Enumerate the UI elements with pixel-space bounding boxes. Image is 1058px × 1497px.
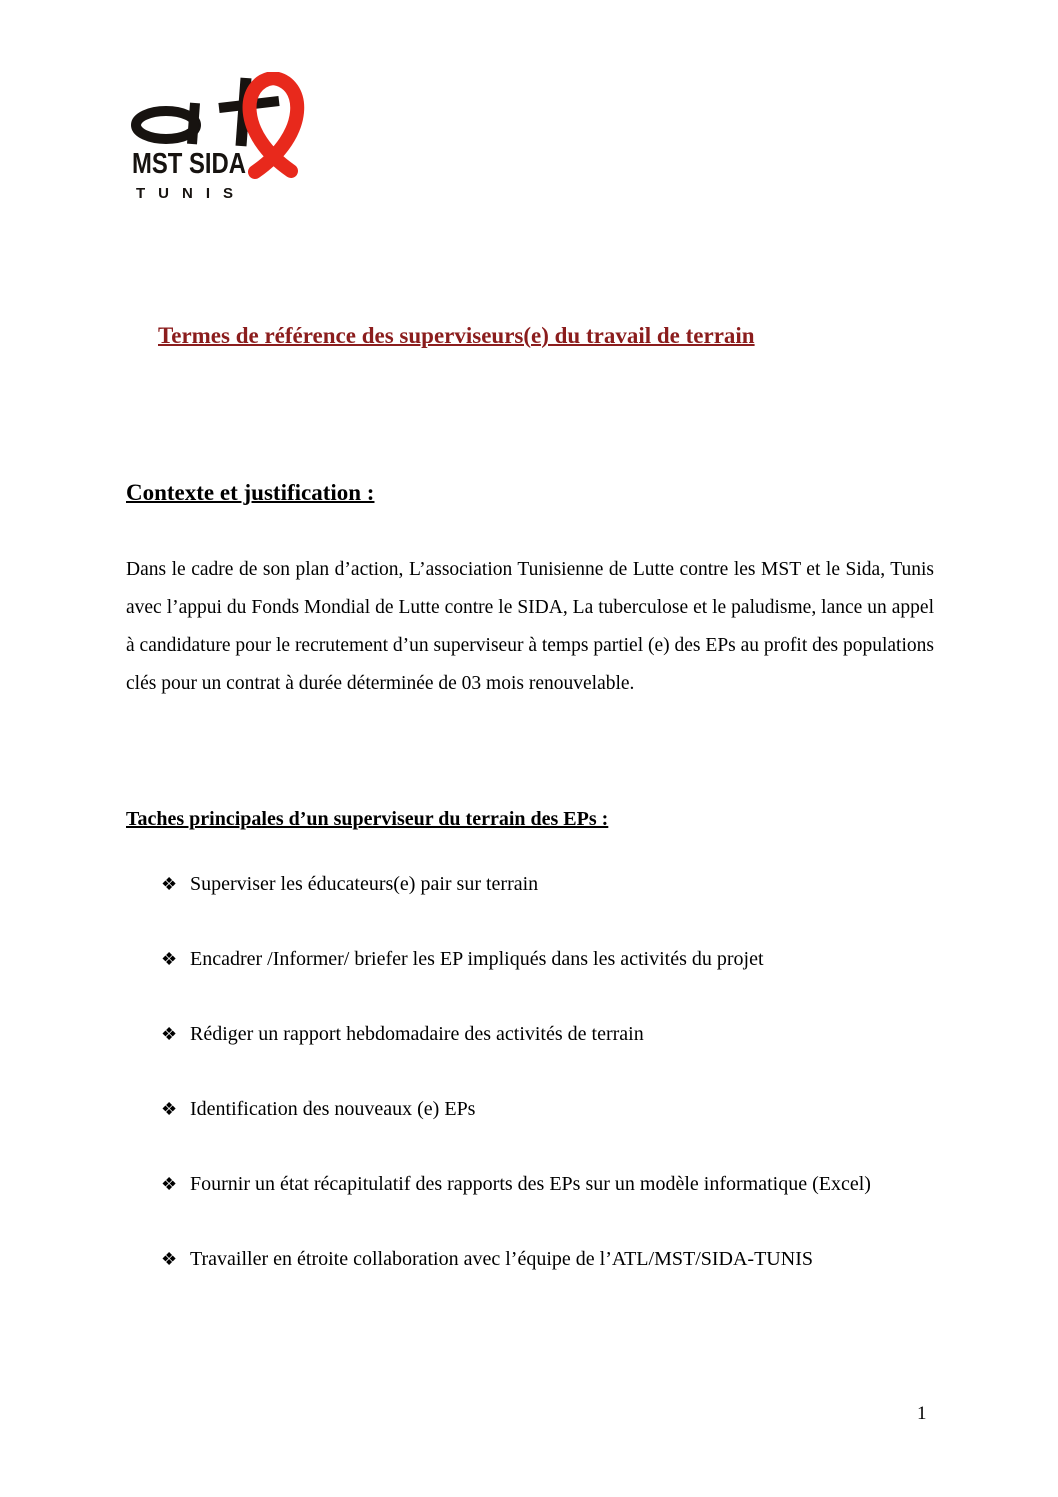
context-paragraph: Dans le cadre de son plan d’action, L’association Tunisienne de Lutte contre les MST et le Sida, Tunis avec l’appui du Fonds Mondial de Lutte contre le SIDA, La tuberculose et le paludisme, lance un appel à candidature pour le recrutement d’un superviseur à temps partiel (e) des EPs au profit des populations clés pour un contrat à durée déterminée de 03 mois renouvelable.	[126, 559, 934, 694]
diamond-bullet-icon: ❖	[161, 1249, 178, 1269]
section-heading-contexte: Contexte et justification :	[126, 480, 375, 505]
task-item	[161, 1169, 871, 1199]
task-text: Travailler en étroite collaboration avec l’équipe de l’ATL/MST/SIDA-TUNIS	[190, 1248, 813, 1270]
diamond-bullet-icon: ❖	[161, 1174, 178, 1194]
task-text: Fournir un état récapitulatif des rapports des EPs sur un modèle informatique (Excel)	[190, 1173, 871, 1195]
diamond-bullet-icon: ❖	[161, 1099, 178, 1119]
letter-a-glyph	[136, 103, 196, 144]
diamond-bullet-icon: ❖	[161, 1024, 178, 1044]
diamond-bullet-icon: ❖	[161, 949, 178, 969]
diamond-bullet-icon: ❖	[161, 874, 178, 894]
task-item	[161, 944, 871, 974]
red-ribbon-icon	[250, 78, 298, 172]
logo-mst-sida-text: MST SIDA	[132, 148, 247, 180]
tasks-list	[161, 869, 871, 1319]
document-title: Termes de référence des superviseurs(e) du travail de terrain	[158, 323, 755, 348]
logo-tunis-text: TUNIS	[136, 185, 246, 202]
task-text: Identification des nouveaux (e) EPs	[190, 1098, 476, 1120]
task-text: Encadrer /Informer/ briefer les EP impliqués dans les activités du projet	[190, 948, 764, 970]
task-text: Rédiger un rapport hebdomadaire des activités de terrain	[190, 1023, 644, 1045]
task-item	[161, 1094, 871, 1124]
logo-graphic	[128, 72, 328, 220]
task-text: Superviser les éducateurs(e) pair sur terrain	[190, 873, 539, 895]
section-heading-taches: Taches principales d’un superviseur du terrain des EPs :	[126, 808, 609, 830]
task-item	[161, 869, 871, 899]
task-item	[161, 1019, 871, 1049]
page-number: 1	[917, 1403, 927, 1424]
atl-mst-sida-logo	[128, 72, 328, 220]
task-item	[161, 1244, 871, 1274]
